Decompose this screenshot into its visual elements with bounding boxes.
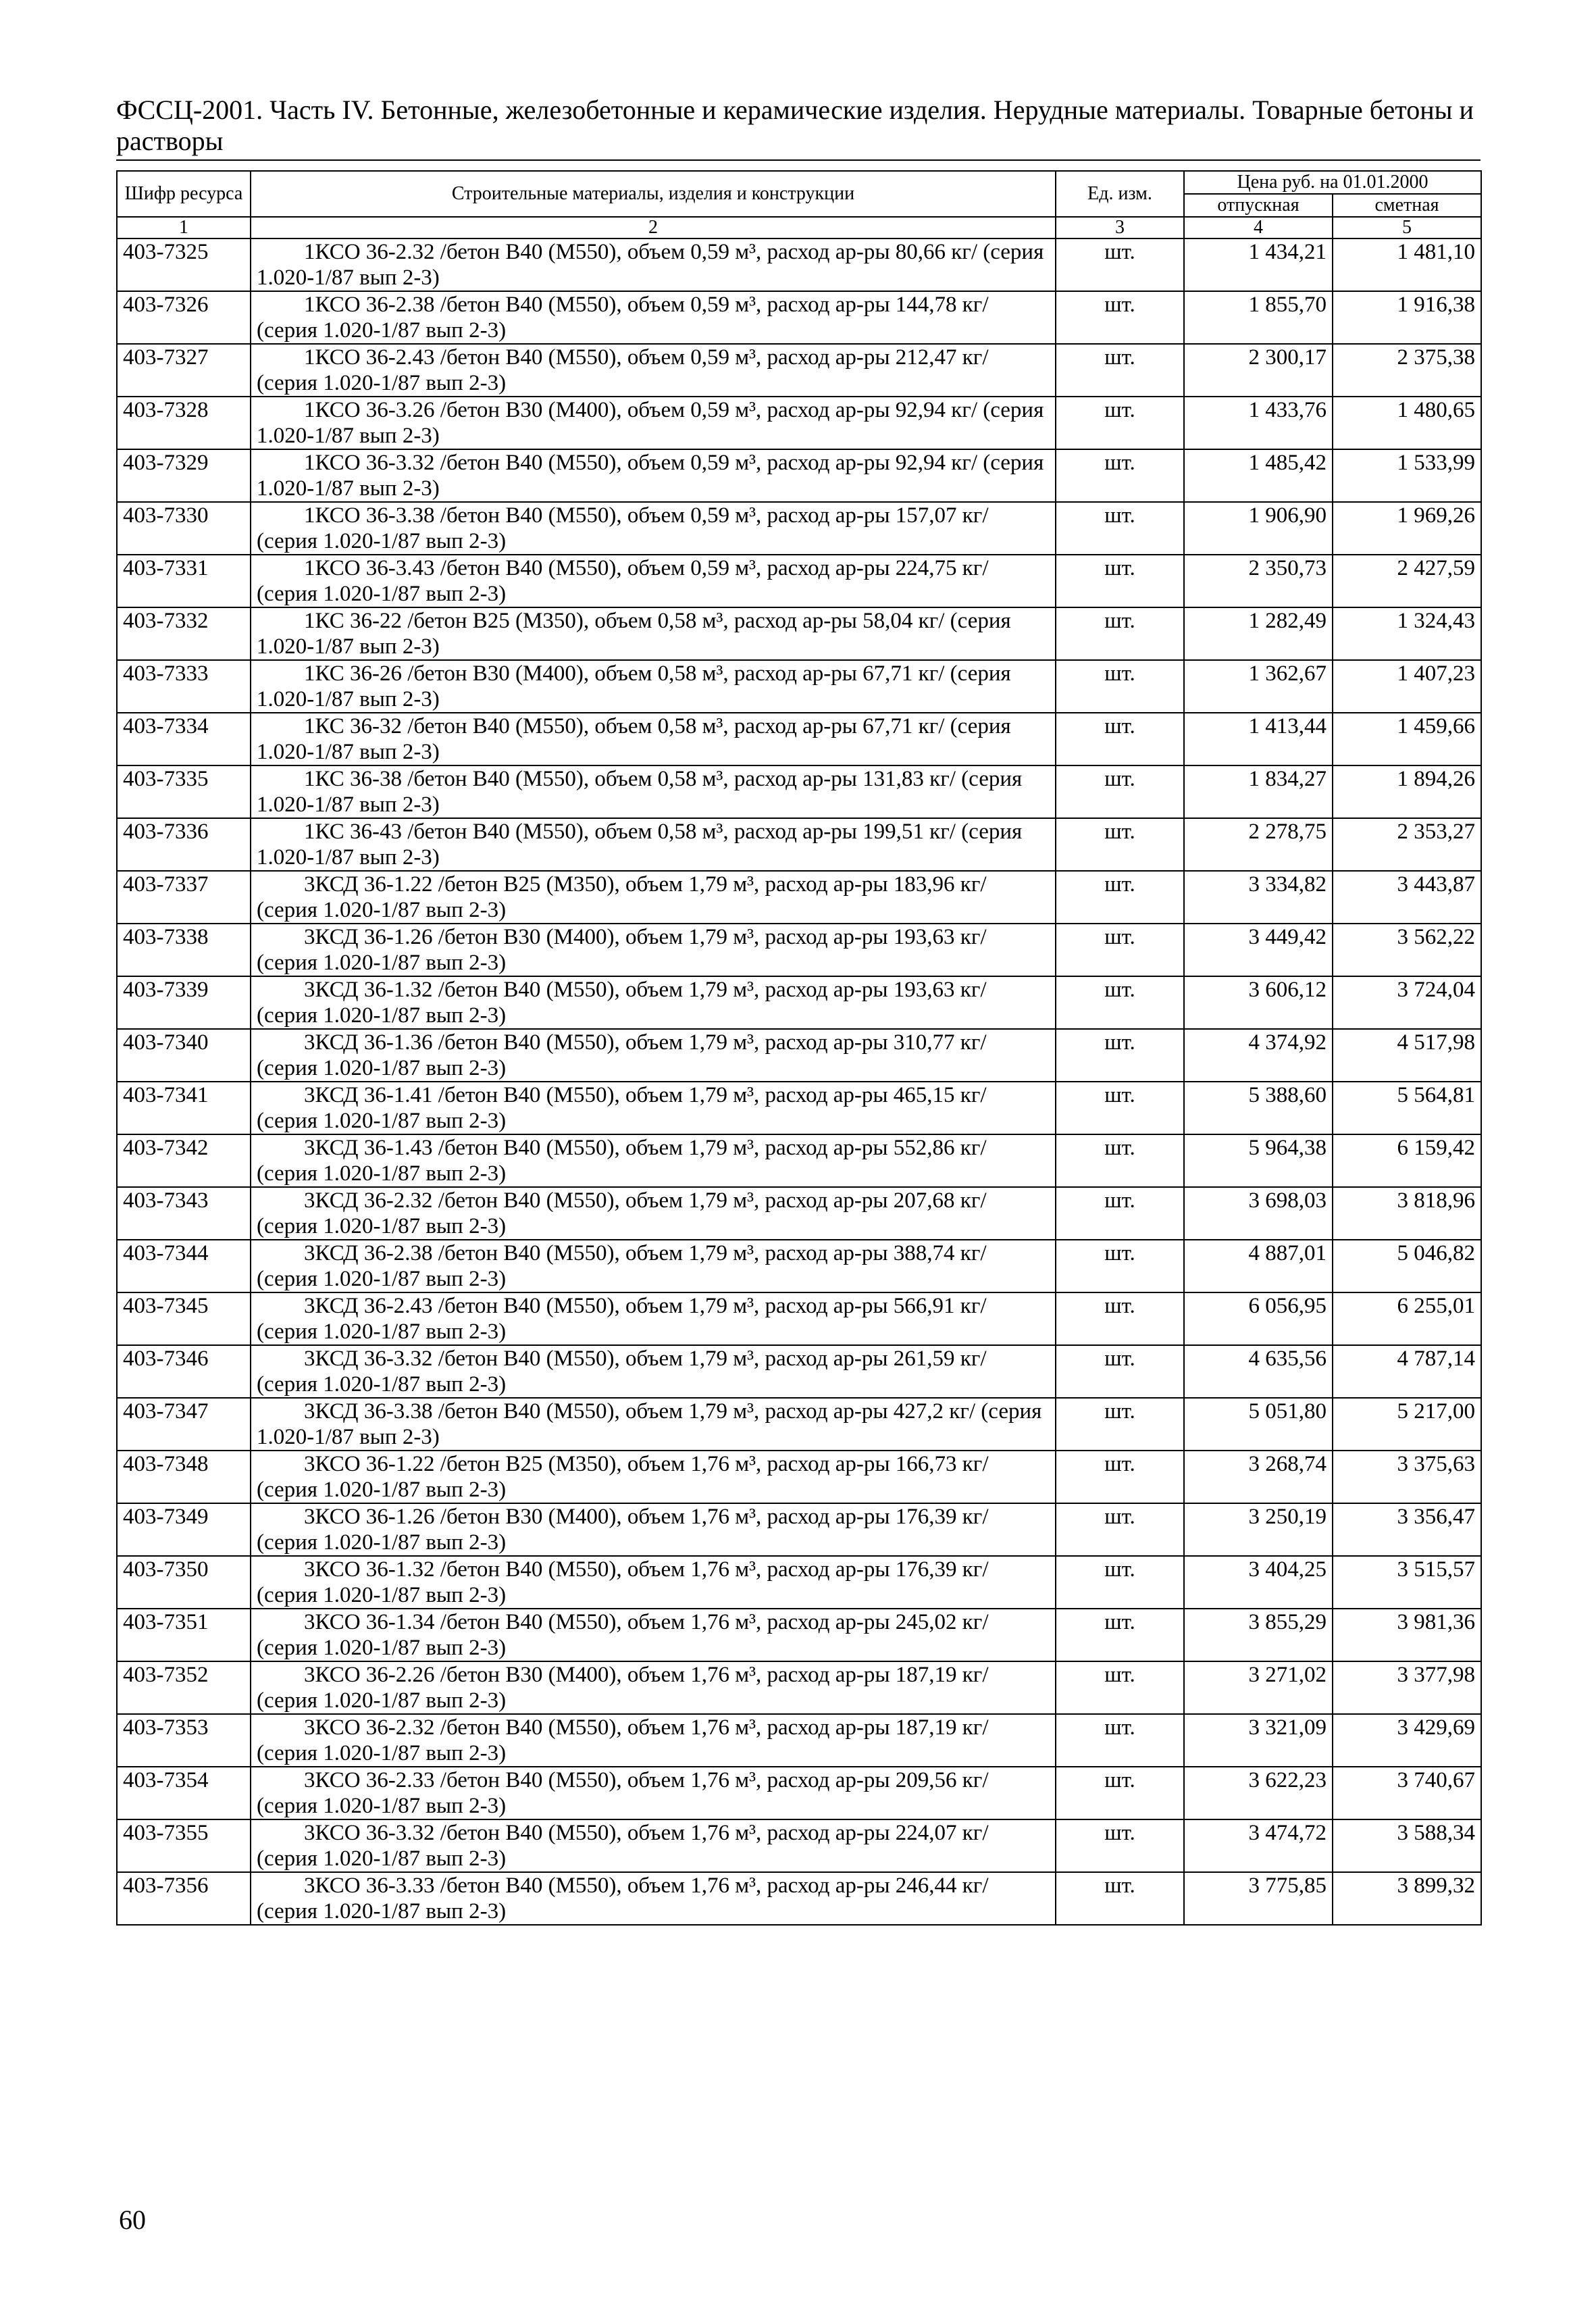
material-description-cell: 1КСО 36-3.38 /бетон В40 (М550), объем 0,59 м³, расход ар-ры 157,07 кг/ (серия 1.020-1/87 вып 2-3) [251,502,1056,555]
header-price-group: Цена руб. на 01.01.2000 [1184,171,1481,194]
estimate-price-cell: 3 740,67 [1333,1767,1481,1819]
material-description-cell: 3КСО 36-3.32 /бетон В40 (М550), объем 1,76 м³, расход ар-ры 224,07 кг/ (серия 1.020-1/87 вып 2-3) [251,1819,1056,1872]
resource-code-cell: 403-7328 [117,397,251,449]
table-row [117,1609,1481,1661]
unit-cell: шт. [1056,1661,1184,1714]
material-description-cell: 3КСД 36-1.26 /бетон В30 (М400), объем 1,79 м³, расход ар-ры 193,63 кг/ (серия 1.020-1/87 вып 2-3) [251,924,1056,976]
page-number: 60 [119,2205,146,2235]
estimate-price-cell: 3 818,96 [1333,1187,1481,1240]
material-description-cell: 1КСО 36-3.26 /бетон В30 (М400), объем 0,59 м³, расход ар-ры 92,94 кг/ (серия 1.020-1/87 вып 2-3) [251,397,1056,449]
resource-code-cell: 403-7330 [117,502,251,555]
resource-code-cell: 403-7354 [117,1767,251,1819]
resource-code-cell: 403-7352 [117,1661,251,1714]
resource-code-cell: 403-7350 [117,1556,251,1609]
resource-code-cell: 403-7333 [117,660,251,713]
unit-cell: шт. [1056,1029,1184,1082]
estimate-price-cell: 5 564,81 [1333,1082,1481,1134]
header-rule [116,159,1481,161]
table-row [117,555,1481,607]
unit-cell: шт. [1056,924,1184,976]
header-code: Шифр ресурса [117,171,251,217]
release-price-cell: 1 906,90 [1184,502,1333,555]
material-description-cell: 3КСД 36-1.22 /бетон В25 (М350), объем 1,79 м³, расход ар-ры 183,96 кг/ (серия 1.020-1/87 вып 2-3) [251,871,1056,924]
material-description-cell: 3КСО 36-2.26 /бетон В30 (М400), объем 1,76 м³, расход ар-ры 187,19 кг/ (серия 1.020-1/87 вып 2-3) [251,1661,1056,1714]
table-row [117,660,1481,713]
material-description-cell: 1КСО 36-2.38 /бетон В40 (М550), объем 0,59 м³, расход ар-ры 144,78 кг/ (серия 1.020-1/87 вып 2-3) [251,291,1056,344]
release-price-cell: 3 855,29 [1184,1609,1333,1661]
unit-cell: шт. [1056,397,1184,449]
resource-code-cell: 403-7345 [117,1292,251,1345]
estimate-price-cell: 1 480,65 [1333,397,1481,449]
resource-code-cell: 403-7343 [117,1187,251,1240]
release-price-cell: 5 388,60 [1184,1082,1333,1134]
resource-code-cell: 403-7327 [117,344,251,397]
resource-code-cell: 403-7355 [117,1819,251,1872]
release-price-cell: 6 056,95 [1184,1292,1333,1345]
release-price-cell: 4 635,56 [1184,1345,1333,1398]
material-description-cell: 3КСД 36-2.38 /бетон В40 (М550), объем 1,79 м³, расход ар-ры 388,74 кг/ (серия 1.020-1/87 вып 2-3) [251,1240,1056,1292]
material-description-cell: 1КСО 36-2.43 /бетон В40 (М550), объем 0,59 м³, расход ар-ры 212,47 кг/ (серия 1.020-1/87 вып 2-3) [251,344,1056,397]
estimate-price-cell: 5 046,82 [1333,1240,1481,1292]
table-row [117,1187,1481,1240]
release-price-cell: 1 834,27 [1184,765,1333,818]
table-row [117,1819,1481,1872]
release-price-cell: 3 334,82 [1184,871,1333,924]
unit-cell: шт. [1056,1134,1184,1187]
release-price-cell: 3 474,72 [1184,1819,1333,1872]
estimate-price-cell: 3 356,47 [1333,1503,1481,1556]
resource-code-cell: 403-7336 [117,818,251,871]
document-title: ФССЦ-2001. Часть IV. Бетонные, железобетонные и керамические изделия. Нерудные материалы. Товарные бетоны и растворы [116,95,1474,156]
table-row [117,1029,1481,1082]
release-price-cell: 1 434,21 [1184,238,1333,291]
unit-cell: шт. [1056,765,1184,818]
unit-cell: шт. [1056,1556,1184,1609]
release-price-cell: 5 964,38 [1184,1134,1333,1187]
material-description-cell: 3КСД 36-1.36 /бетон В40 (М550), объем 1,79 м³, расход ар-ры 310,77 кг/ (серия 1.020-1/87 вып 2-3) [251,1029,1056,1082]
table-row [117,238,1481,291]
estimate-price-cell: 6 159,42 [1333,1134,1481,1187]
material-description-cell: 3КСД 36-3.32 /бетон В40 (М550), объем 1,79 м³, расход ар-ры 261,59 кг/ (серия 1.020-1/87 вып 2-3) [251,1345,1056,1398]
estimate-price-cell: 2 427,59 [1333,555,1481,607]
estimate-price-cell: 4 517,98 [1333,1029,1481,1082]
resource-code-cell: 403-7329 [117,449,251,502]
estimate-price-cell: 2 375,38 [1333,344,1481,397]
release-price-cell: 2 278,75 [1184,818,1333,871]
table-body [117,238,1481,1925]
estimate-price-cell: 3 981,36 [1333,1609,1481,1661]
estimate-price-cell: 3 724,04 [1333,976,1481,1029]
release-price-cell: 3 321,09 [1184,1714,1333,1767]
material-description-cell: 3КСО 36-2.33 /бетон В40 (М550), объем 1,76 м³, расход ар-ры 209,56 кг/ (серия 1.020-1/87 вып 2-3) [251,1767,1056,1819]
column-number: 1 [117,217,251,238]
material-description-cell: 1КСО 36-3.43 /бетон В40 (М550), объем 0,59 м³, расход ар-ры 224,75 кг/ (серия 1.020-1/87 вып 2-3) [251,555,1056,607]
table-row [117,1556,1481,1609]
table-row [117,713,1481,765]
release-price-cell: 4 887,01 [1184,1240,1333,1292]
resource-code-cell: 403-7348 [117,1451,251,1503]
material-description-cell: 1КС 36-43 /бетон В40 (М550), объем 0,58 м³, расход ар-ры 199,51 кг/ (серия 1.020-1/87 вып 2-3) [251,818,1056,871]
resource-code-cell: 403-7341 [117,1082,251,1134]
estimate-price-cell: 1 969,26 [1333,502,1481,555]
material-description-cell: 3КСД 36-1.41 /бетон В40 (М550), объем 1,79 м³, расход ар-ры 465,15 кг/ (серия 1.020-1/87 вып 2-3) [251,1082,1056,1134]
material-description-cell: 1КСО 36-2.32 /бетон В40 (М550), объем 0,59 м³, расход ар-ры 80,66 кг/ (серия 1.020-1/87 вып 2-3) [251,238,1056,291]
material-description-cell: 3КСО 36-2.32 /бетон В40 (М550), объем 1,76 м³, расход ар-ры 187,19 кг/ (серия 1.020-1/87 вып 2-3) [251,1714,1056,1767]
unit-cell: шт. [1056,238,1184,291]
estimate-price-cell: 3 899,32 [1333,1872,1481,1925]
table-row [117,607,1481,660]
release-price-cell: 4 374,92 [1184,1029,1333,1082]
unit-cell: шт. [1056,1292,1184,1345]
estimate-price-cell: 1 481,10 [1333,238,1481,291]
unit-cell: шт. [1056,1451,1184,1503]
material-description-cell: 3КСД 36-3.38 /бетон В40 (М550), объем 1,79 м³, расход ар-ры 427,2 кг/ (серия 1.020-1/87 вып 2-3) [251,1398,1056,1451]
material-description-cell: 3КСД 36-1.32 /бетон В40 (М550), объем 1,79 м³, расход ар-ры 193,63 кг/ (серия 1.020-1/87 вып 2-3) [251,976,1056,1029]
release-price-cell: 3 271,02 [1184,1661,1333,1714]
unit-cell: шт. [1056,1767,1184,1819]
table-row [117,397,1481,449]
table-row [117,1767,1481,1819]
release-price-cell: 3 449,42 [1184,924,1333,976]
estimate-price-cell: 3 515,57 [1333,1556,1481,1609]
unit-cell: шт. [1056,607,1184,660]
material-description-cell: 1КС 36-38 /бетон В40 (М550), объем 0,58 м³, расход ар-ры 131,83 кг/ (серия 1.020-1/87 вып 2-3) [251,765,1056,818]
estimate-price-cell: 3 562,22 [1333,924,1481,976]
estimate-price-cell: 3 375,63 [1333,1451,1481,1503]
unit-cell: шт. [1056,871,1184,924]
resource-code-cell: 403-7346 [117,1345,251,1398]
release-price-cell: 1 413,44 [1184,713,1333,765]
release-price-cell: 5 051,80 [1184,1398,1333,1451]
table-header [117,171,1481,238]
table-row [117,976,1481,1029]
release-price-cell: 1 855,70 [1184,291,1333,344]
resource-code-cell: 403-7339 [117,976,251,1029]
estimate-price-cell: 5 217,00 [1333,1398,1481,1451]
unit-cell: шт. [1056,1082,1184,1134]
unit-cell: шт. [1056,1819,1184,1872]
resource-code-cell: 403-7335 [117,765,251,818]
estimate-price-cell: 6 255,01 [1333,1292,1481,1345]
unit-cell: шт. [1056,344,1184,397]
material-description-cell: 3КСО 36-3.33 /бетон В40 (М550), объем 1,76 м³, расход ар-ры 246,44 кг/ (серия 1.020-1/87 вып 2-3) [251,1872,1056,1925]
unit-cell: шт. [1056,449,1184,502]
material-description-cell: 3КСД 36-2.43 /бетон В40 (М550), объем 1,79 м³, расход ар-ры 566,91 кг/ (серия 1.020-1/87 вып 2-3) [251,1292,1056,1345]
release-price-cell: 2 300,17 [1184,344,1333,397]
resource-code-cell: 403-7351 [117,1609,251,1661]
header-release-price: отпускная [1184,194,1333,217]
estimate-price-cell: 3 377,98 [1333,1661,1481,1714]
column-number: 4 [1184,217,1333,238]
resource-code-cell: 403-7337 [117,871,251,924]
resource-code-cell: 403-7325 [117,238,251,291]
estimate-price-cell: 4 787,14 [1333,1345,1481,1398]
unit-cell: шт. [1056,1240,1184,1292]
table-row [117,1714,1481,1767]
unit-cell: шт. [1056,976,1184,1029]
material-description-cell: 3КСД 36-1.43 /бетон В40 (М550), объем 1,79 м³, расход ар-ры 552,86 кг/ (серия 1.020-1/87 вып 2-3) [251,1134,1056,1187]
table-row [117,449,1481,502]
release-price-cell: 3 250,19 [1184,1503,1333,1556]
unit-cell: шт. [1056,555,1184,607]
resource-code-cell: 403-7349 [117,1503,251,1556]
unit-cell: шт. [1056,1345,1184,1398]
unit-cell: шт. [1056,1398,1184,1451]
estimate-price-cell: 1 324,43 [1333,607,1481,660]
table-row [117,1082,1481,1134]
resource-code-cell: 403-7356 [117,1872,251,1925]
release-price-cell: 3 268,74 [1184,1451,1333,1503]
table-row [117,1398,1481,1451]
table-row [117,1292,1481,1345]
release-price-cell: 2 350,73 [1184,555,1333,607]
estimate-price-cell: 3 443,87 [1333,871,1481,924]
release-price-cell: 1 485,42 [1184,449,1333,502]
estimate-price-cell: 3 429,69 [1333,1714,1481,1767]
resource-code-cell: 403-7332 [117,607,251,660]
column-number-row [117,217,1481,238]
header-estimate-price: сметная [1333,194,1481,217]
unit-cell: шт. [1056,713,1184,765]
material-description-cell: 1КС 36-22 /бетон В25 (М350), объем 0,58 м³, расход ар-ры 58,04 кг/ (серия 1.020-1/87 вып 2-3) [251,607,1056,660]
release-price-cell: 1 433,76 [1184,397,1333,449]
table-row [117,1503,1481,1556]
header-unit: Ед. изм. [1056,171,1184,217]
table-row [117,818,1481,871]
table-row [117,1661,1481,1714]
material-description-cell: 3КСД 36-2.32 /бетон В40 (М550), объем 1,79 м³, расход ар-ры 207,68 кг/ (серия 1.020-1/87 вып 2-3) [251,1187,1056,1240]
resource-code-cell: 403-7353 [117,1714,251,1767]
table-row [117,871,1481,924]
table-row [117,1451,1481,1503]
unit-cell: шт. [1056,1714,1184,1767]
resource-code-cell: 403-7342 [117,1134,251,1187]
unit-cell: шт. [1056,1503,1184,1556]
unit-cell: шт. [1056,502,1184,555]
column-number: 2 [251,217,1056,238]
table-row [117,1872,1481,1925]
table-row [117,924,1481,976]
material-description-cell: 3КСО 36-1.34 /бетон В40 (М550), объем 1,76 м³, расход ар-ры 245,02 кг/ (серия 1.020-1/87 вып 2-3) [251,1609,1056,1661]
unit-cell: шт. [1056,291,1184,344]
table-row [117,1134,1481,1187]
estimate-price-cell: 1 459,66 [1333,713,1481,765]
material-description-cell: 1КС 36-26 /бетон В30 (М400), объем 0,58 м³, расход ар-ры 67,71 кг/ (серия 1.020-1/87 вып 2-3) [251,660,1056,713]
column-number: 5 [1333,217,1481,238]
release-price-cell: 3 404,25 [1184,1556,1333,1609]
resource-code-cell: 403-7340 [117,1029,251,1082]
material-description-cell: 3КСО 36-1.22 /бетон В25 (М350), объем 1,76 м³, расход ар-ры 166,73 кг/ (серия 1.020-1/87 вып 2-3) [251,1451,1056,1503]
release-price-cell: 1 362,67 [1184,660,1333,713]
release-price-cell: 1 282,49 [1184,607,1333,660]
material-description-cell: 3КСО 36-1.26 /бетон В30 (М400), объем 1,76 м³, расход ар-ры 176,39 кг/ (серия 1.020-1/87 вып 2-3) [251,1503,1056,1556]
column-number: 3 [1056,217,1184,238]
estimate-price-cell: 1 533,99 [1333,449,1481,502]
material-description-cell: 1КСО 36-3.32 /бетон В40 (М550), объем 0,59 м³, расход ар-ры 92,94 кг/ (серия 1.020-1/87 вып 2-3) [251,449,1056,502]
resource-code-cell: 403-7338 [117,924,251,976]
unit-cell: шт. [1056,818,1184,871]
table-row [117,1345,1481,1398]
estimate-price-cell: 1 894,26 [1333,765,1481,818]
header-name: Строительные материалы, изделия и конструкции [251,171,1056,217]
table-row [117,765,1481,818]
table-row [117,502,1481,555]
material-description-cell: 1КС 36-32 /бетон В40 (М550), объем 0,58 м³, расход ар-ры 67,71 кг/ (серия 1.020-1/87 вып 2-3) [251,713,1056,765]
release-price-cell: 3 775,85 [1184,1872,1333,1925]
unit-cell: шт. [1056,1187,1184,1240]
release-price-cell: 3 698,03 [1184,1187,1333,1240]
estimate-price-cell: 3 588,34 [1333,1819,1481,1872]
estimate-price-cell: 1 916,38 [1333,291,1481,344]
release-price-cell: 3 622,23 [1184,1767,1333,1819]
material-description-cell: 3КСО 36-1.32 /бетон В40 (М550), объем 1,76 м³, расход ар-ры 176,39 кг/ (серия 1.020-1/87 вып 2-3) [251,1556,1056,1609]
unit-cell: шт. [1056,1609,1184,1661]
estimate-price-cell: 1 407,23 [1333,660,1481,713]
price-table [116,170,1482,1926]
estimate-price-cell: 2 353,27 [1333,818,1481,871]
unit-cell: шт. [1056,660,1184,713]
resource-code-cell: 403-7334 [117,713,251,765]
resource-code-cell: 403-7344 [117,1240,251,1292]
table-row [117,344,1481,397]
resource-code-cell: 403-7326 [117,291,251,344]
release-price-cell: 3 606,12 [1184,976,1333,1029]
resource-code-cell: 403-7347 [117,1398,251,1451]
table-row [117,1240,1481,1292]
unit-cell: шт. [1056,1872,1184,1925]
resource-code-cell: 403-7331 [117,555,251,607]
table-row [117,291,1481,344]
